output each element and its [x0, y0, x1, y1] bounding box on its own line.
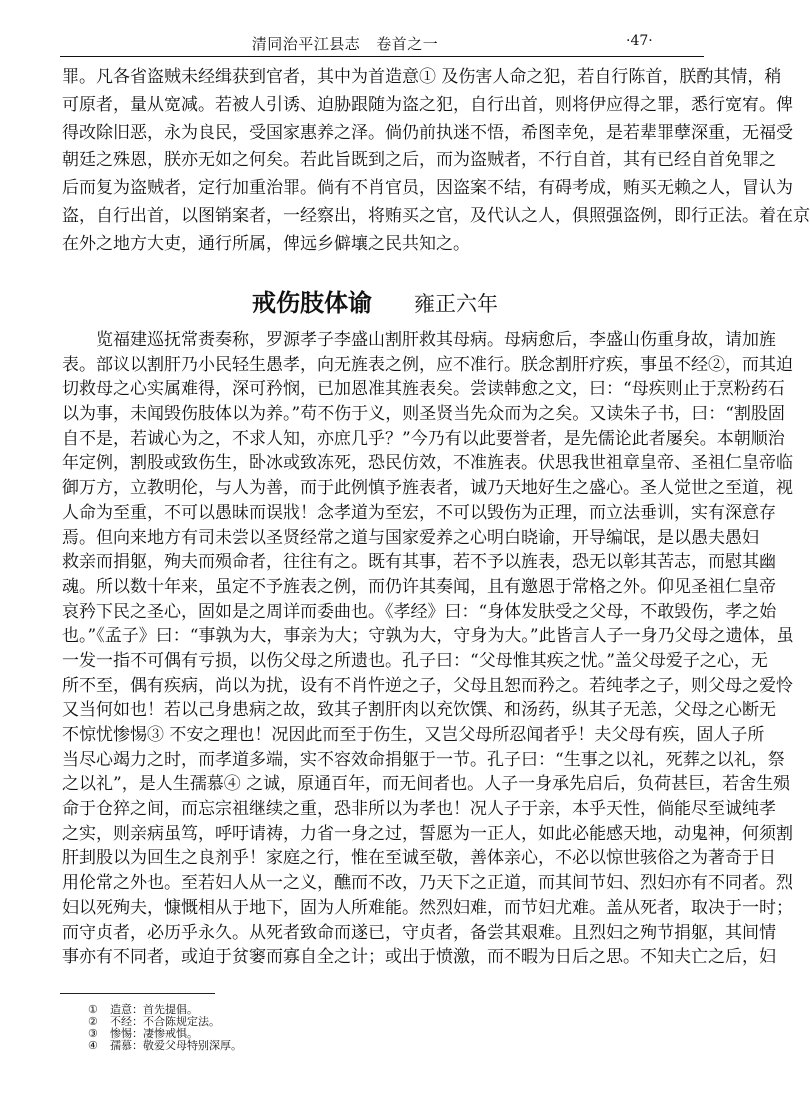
footnote-number: ① — [88, 1003, 98, 1016]
text-line: 魂。所以数十年来，虽定不予旌表之例，而仍许其奏闻，且有邀恩于常格之外。仰见圣祖仁皇帝 — [62, 576, 776, 597]
footnote-item — [88, 1040, 242, 1052]
text-line: 在外之地方大吏，通行所属，俾远乡僻壤之民共知之。 — [62, 233, 470, 254]
text-line: 之以礼”，是人生孺慕④ 之诚，原通百年，而无间者也。人子一身承先启后，负荷甚巨，若舍生殒 — [62, 774, 791, 795]
text-line: 所不至，偶有疾病，尚以为扰，设有不肖忤逆之子，父母且恕而矜之。若纯孝之子，则父母之爱怜 — [62, 675, 793, 696]
text-line: 一发一指不可偶有亏损，以伤父母之所遗也。孔子曰：“父母惟其疾之忧。”盖父母爱子之心，无 — [62, 650, 768, 671]
text-line: 切救母之心实属难得，深可矜悯，已加恩准其旌表矣。尝读韩愈之文，曰：“母疾则止于烹粉药石 — [62, 379, 785, 400]
section-heading — [0, 283, 750, 318]
text-line: 以为事，未闻毁伤肢体以为养。”苟不伤于义，则圣贤当先众而为之矣。又读朱子书，曰：“割股固 — [62, 404, 785, 425]
paragraph-continued — [62, 64, 810, 259]
text-line: 得改除旧恶，永为良民，受国家惠养之泽。倘仍前执迷不悟，希图幸免，是若辈罪孽深重，无福受 — [62, 122, 793, 143]
footnote-number: ④ — [88, 1039, 98, 1052]
text-line: 人命为至重，不可以愚昧而误戕！念孝道为至宏，不可以毁伤为正理，而立法垂训，实有深意存 — [62, 502, 776, 523]
footnote-text: 孺慕：敬爱父母特别深厚。 — [110, 1039, 242, 1052]
book-title-header — [0, 33, 690, 54]
paragraph-edict — [62, 328, 794, 970]
text-line: 自不是，若诚心为之，不求人知，亦庶几乎？”今乃有以此要誉者，是先儒论此者屡矣。本朝顺治 — [62, 428, 785, 449]
text-line: 事亦有不同者，或迫于贫窭而寡自全之计；或出于愤激，而不暇为日后之思。不知夫亡之后，妇 — [62, 947, 776, 968]
footnote-text: 造意：首先提倡。 — [110, 1003, 198, 1016]
text-line: 后而复为盗贼者，定行加重治罪。倘有不肖官员，因盗案不结，有碍考成，贿买无赖之人，冒认为 — [62, 178, 793, 199]
text-line: 妇以死殉夫，慷慨相从于地下，固为人所难能。然烈妇难，而节妇尤难。盖从死者，取决于一时； — [62, 897, 793, 918]
footnote-text: 不经：不合陈规定法。 — [110, 1015, 220, 1028]
volume-label: 卷首之一 — [376, 35, 439, 53]
text-line: 肝刲股以为回生之良剂乎！家庭之行，惟在至诚至敬，善体亲心，不必以惊世骇俗之为著奇于日 — [62, 848, 776, 869]
text-line: 表。部议以割肝乃小民轻生愚孝，向无旌表之例，应不准行。朕念割肝疗疾，事虽不经②，而其迫 — [62, 354, 793, 375]
text-line: 盗，自行出首，以图销案者，一经察出，将贿买之官，及代认之人，俱照强盗例，即行正法。着在京 — [62, 205, 810, 226]
text-line: 命于仓猝之间，而忘宗祖继续之重，恐非所以为孝也！况人子于亲，本乎天性，倘能尽至诚纯孝 — [62, 799, 776, 820]
footnotes — [88, 1004, 242, 1052]
text-line: 罪。凡各省盗贼未经缉获到官者，其中为首造意① 及伤害人命之犯，若自行陈首，朕酌其情，稍 — [62, 67, 782, 87]
text-line: 御万方，立教明伦，与人为善，而于此例慎予旌表者，诚乃天地好生之盛心。圣人觉世之至道，视 — [62, 478, 793, 499]
section-date: 雍正六年 — [414, 292, 498, 316]
footnote-text: 惨惕：凄惨戒惧。 — [110, 1027, 198, 1040]
text-line: 可原者，量从宽减。若被人引诱、迫胁跟随为盗之犯，自行出首，则将伊应得之罪，悉行宽宥。俾 — [62, 94, 793, 115]
text-line: 哀矜下民之圣心，固如是之周详而委曲也。《孝经》曰：“身体发肤受之父母，不敢毁伤，孝之始 — [62, 601, 777, 622]
text-line: 览福建巡抚常赉奏称，罗源孝子李盛山割肝救其母病。母病愈后，李盛山伤重身故，请加旌 — [96, 330, 776, 350]
text-line: 用伦常之外也。至若妇人从一之义，醮而不改，乃天下之正道，而其间节妇、烈妇亦有不同者。烈 — [62, 873, 793, 894]
text-line: 又当何如也！若以己身患病之故，致其子割肝肉以充饮馔、和汤药，纵其子无恙，父母之心断无 — [62, 700, 776, 721]
text-line: 之实，则亲病虽笃，呼吁请祷，力省一身之过，誓愿为一正人，如此必能感天地，动鬼神，何须割 — [62, 823, 793, 844]
text-line: 焉。但向来地方有司未尝以圣贤经常之道与国家爱养之心明白晓谕，开导编氓，是以愚夫愚妇 — [62, 527, 759, 548]
footnote-divider — [60, 993, 215, 994]
page-number: ·47· — [626, 33, 653, 49]
text-line: 而守贞者，必历乎永久。从死者致命而遂已，守贞者，备尝其艰难。且烈妇之殉节捐躯，其间情 — [62, 922, 776, 943]
footnote-number: ② — [88, 1015, 98, 1028]
footnote-number: ③ — [88, 1027, 98, 1040]
text-line: 救亲而捐躯，殉夫而殒命者，往往有之。既有其事，若不予以旌表，恐无以彰其苦志，而慰其幽 — [62, 552, 776, 573]
book-title: 清同治平江县志 — [251, 35, 361, 53]
section-title: 戒伤肢体谕 — [252, 288, 372, 317]
text-line: 不惊忧惨惕③ 不安之理也！况因此而至于伤生，又岂父母所忍闻者乎！夫父母有疾，固人子所 — [62, 725, 765, 745]
text-line: 也。”《孟子》曰：“事孰为大，事亲为大；守孰为大，守身为大。”此皆言人子一身乃父母之遗体，虽 — [62, 626, 794, 647]
header-divider — [60, 56, 704, 57]
text-line: 年定例，割股或致伤生，卧冰或致冻死，恐民仿效，不准旌表。伏思我世祖章皇帝、圣祖仁皇帝临 — [62, 453, 793, 474]
text-line: 朝廷之殊恩，朕亦无如之何矣。若此旨既到之后，而为盗贼者，不行自首，其有已经自首免罪之 — [62, 150, 776, 171]
text-line: 当尽心竭力之时，而孝道多端，实不容效命捐躯于一节。孔子曰：“生事之以礼，死葬之以礼，祭 — [62, 749, 785, 770]
